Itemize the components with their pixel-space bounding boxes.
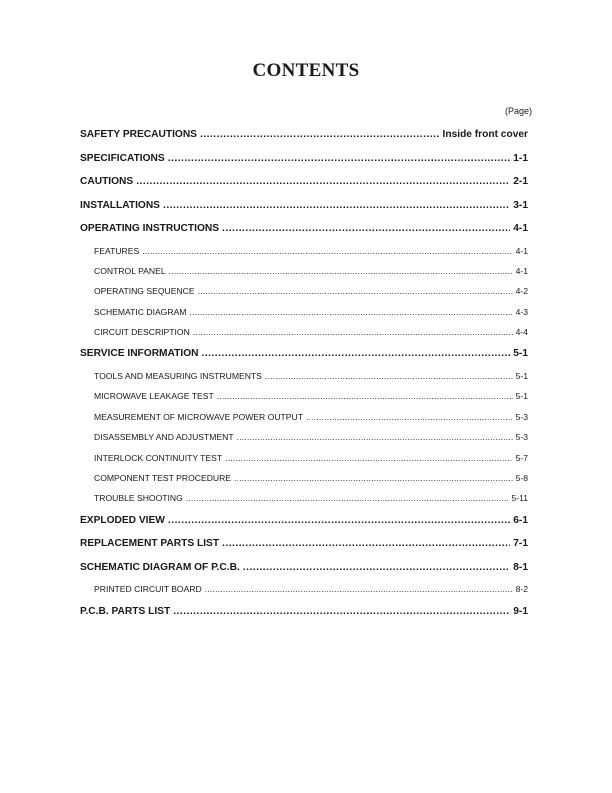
toc-dot-leader [243,556,510,580]
toc-entry-page: 8-2 [515,584,528,595]
toc-dot-leader [186,488,509,508]
toc-entry-page: 5-1 [515,370,528,381]
toc-entry-label: TOOLS AND MEASURING INSTRUMENTS [94,370,262,381]
toc-subsection-entry [80,488,528,508]
toc-entry-label: INSTALLATIONS [80,199,160,211]
toc-entry-page: 4-1 [513,223,528,234]
toc-dot-leader [222,532,510,556]
toc-subsection-entry [80,407,528,427]
toc-subsection-entry [80,281,528,301]
toc-dot-leader [237,427,513,447]
toc-subsection-entry [80,427,528,447]
toc-dot-leader [193,322,513,342]
toc-dot-leader [163,194,510,218]
toc-entry-page: 5-1 [515,391,528,402]
toc-dot-leader [205,579,513,599]
toc-section-entry [80,342,528,366]
toc-dot-leader [169,261,513,281]
toc-section-entry [80,123,528,147]
page-title: CONTENTS [252,60,360,81]
toc-subsection-entry [80,579,528,599]
toc-entry-page: 6-1 [513,514,528,526]
toc-section-entry [80,556,528,580]
toc-dot-leader [189,302,512,322]
toc-dot-leader [142,241,512,261]
toc-entry-page: 4-2 [515,286,528,297]
toc-entry-page: 5-7 [515,452,528,463]
toc-dot-leader [168,509,510,533]
toc-subsection-entry [80,386,528,406]
toc-entry-page: 5-3 [515,432,528,443]
toc-subsection-entry [80,448,528,468]
toc-section-entry [80,194,528,218]
toc-dot-leader [222,217,510,241]
toc-dot-leader [136,170,510,194]
toc-section-entry [80,600,528,624]
toc-entry-label: MEASUREMENT OF MICROWAVE POWER OUTPUT [94,411,303,422]
toc-entry-label: SERVICE INFORMATION [80,348,199,360]
toc-dot-leader [173,600,510,624]
toc-dot-leader [198,281,513,301]
toc-entry-label: SCHEMATIC DIAGRAM OF P.C.B. [80,561,240,573]
toc-section-entry [80,217,528,241]
toc-entry-label: SAFETY PRECAUTIONS [80,129,197,140]
toc-dot-leader [306,407,513,427]
toc-dot-leader [168,147,511,171]
toc-entry-page: 5-8 [515,472,528,483]
toc-entry-label: OPERATING INSTRUCTIONS [80,223,220,234]
toc-subsection-entry [80,261,528,281]
toc-entry-page: 3-1 [513,199,528,211]
toc-dot-leader [201,342,510,366]
toc-section-entry [80,170,528,194]
toc-entry-page: Inside front cover [442,129,528,140]
toc-entry-label: CONTROL PANEL [94,265,166,276]
toc-entry-page: 4-4 [515,327,528,338]
toc-dot-leader [217,386,513,406]
toc-entry-page: 9-1 [513,605,528,617]
toc-entry-page: 4-3 [515,306,528,317]
toc-dot-leader [234,468,513,488]
toc-entry-label: DISASSEMBLY AND ADJUSTMENT [94,432,234,443]
toc-section-entry [80,509,528,533]
toc-entry-label: CAUTIONS [80,176,134,187]
toc-subsection-entry [80,366,528,386]
toc-entry-label: EXPLODED VIEW [80,514,165,526]
toc-subsection-entry [80,468,528,488]
toc-subsection-entry [80,322,528,342]
toc-dot-leader [225,448,512,468]
toc-entry-page: 5-1 [513,348,528,360]
page-column-note: (Page) [504,106,532,116]
toc-dot-leader [200,123,440,147]
toc-entry-page: 5-3 [515,411,528,422]
toc-subsection-entry [80,302,528,322]
toc-entry-label: COMPONENT TEST PROCEDURE [94,472,232,483]
toc-section-entry [80,147,528,171]
toc-entry-label: SPECIFICATIONS [80,152,165,164]
toc-entry-page: 7-1 [513,538,528,550]
toc-entry-label: P.C.B. PARTS LIST [80,605,171,617]
table-of-contents [80,123,528,623]
toc-entry-label: INTERLOCK CONTINUITY TEST [94,452,223,463]
toc-section-entry [80,532,528,556]
toc-entry-page: 5-11 [511,493,528,504]
toc-entry-page: 4-1 [515,245,528,256]
toc-entry-label: REPLACEMENT PARTS LIST [80,538,220,550]
toc-entry-label: FEATURES [94,245,140,256]
toc-entry-label: MICROWAVE LEAKAGE TEST [94,391,214,402]
toc-entry-label: PRINTED CIRCUIT BOARD [94,584,202,595]
toc-entry-page: 4-1 [515,265,528,276]
toc-subsection-entry [80,241,528,261]
toc-entry-label: OPERATING SEQUENCE [94,286,195,297]
toc-entry-label: TROUBLE SHOOTING [94,493,183,504]
toc-entry-page: 2-1 [513,176,528,187]
toc-entry-label: SCHEMATIC DIAGRAM [94,306,187,317]
toc-entry-page: 1-1 [513,152,528,164]
toc-entry-page: 8-1 [513,561,528,573]
toc-entry-label: CIRCUIT DESCRIPTION [94,327,190,338]
toc-dot-leader [265,366,513,386]
